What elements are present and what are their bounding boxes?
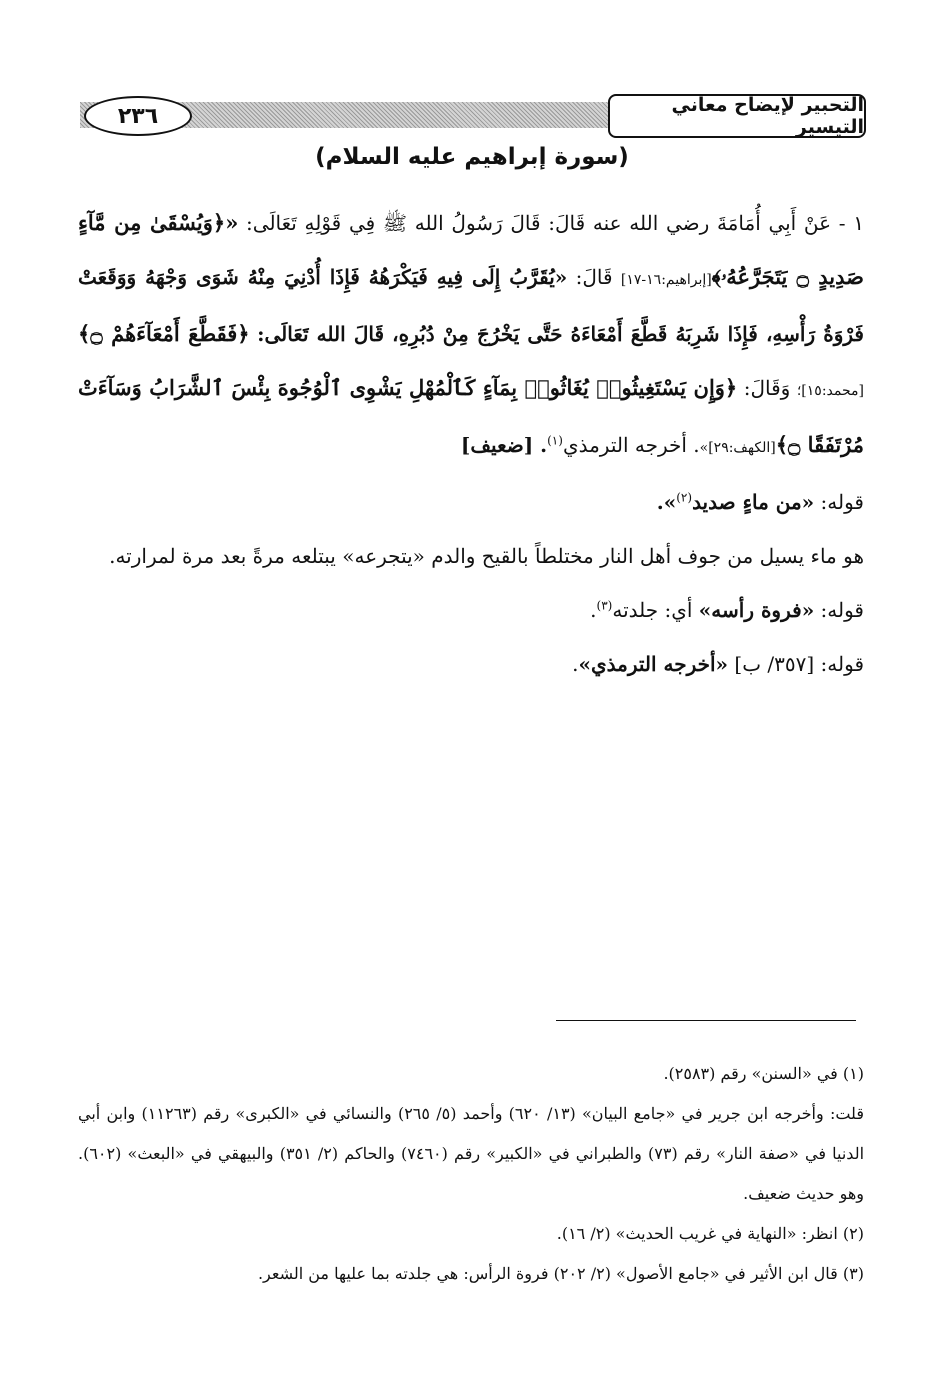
note-prefix: قوله: [٣٥٧/ ب] bbox=[734, 652, 864, 676]
footnote-marker-2: (٢) bbox=[676, 490, 693, 505]
note-quote: «فروة رأسه» bbox=[698, 598, 815, 622]
surah-heading: (سورة إبراهيم عليه السلام) bbox=[315, 144, 629, 170]
footnote-1: (١) في «السنن» رقم (٢٥٨٣). bbox=[663, 1064, 864, 1083]
hadith-intro: ١ - عَنْ أَبِي أُمَامَةَ رضي الله عنه قَالَ: قَالَ رَسُولُ الله ﷺ فِي قَوْلِهِ تَعَالَى: bbox=[246, 211, 864, 235]
note-end: . bbox=[572, 652, 579, 676]
note-quote: «من ماءٍ صديد bbox=[692, 490, 815, 514]
note-sadid bbox=[78, 475, 864, 529]
footnotes bbox=[78, 1054, 864, 1294]
hadith-paragraph bbox=[78, 196, 864, 475]
note-prefix: قوله: bbox=[820, 490, 864, 514]
main-text bbox=[78, 196, 864, 691]
note-explanation: هو ماء يسيل من جوف أهل النار مختلطاً بالقيح والدم «يتجرعه» يبتلعه مرةً بعد مرة لمرارته. bbox=[109, 544, 864, 568]
verse-reference-muhammad: [محمد:١٥]؛ bbox=[796, 383, 864, 399]
quran-verse-ibrahim: «﴿وَيُسْقَىٰ مِن مَّآءٍ صَدِيدٍ ۝ يَتَجَرَّعُهُۥ﴾ bbox=[78, 210, 864, 289]
quran-verse-muhammad: ﴿فَقَطَّعَ أَمْعَآءَهُمْ ۝﴾ bbox=[78, 321, 250, 346]
page-header bbox=[80, 94, 866, 138]
footnote-2: (٢) انظر: «النهاية في غريب الحديث» (٢/ ١٦). bbox=[556, 1224, 864, 1243]
note-end: . bbox=[590, 598, 597, 622]
hadith-grade: . [ضعيف] bbox=[460, 433, 548, 457]
prophet-words: «يُقَرَّبُ إِلَى فِيهِ فَيَكْرَهُهُ فَإِذَا أُدْنِيَ مِنْهُ شَوَى وَجْهَهُ وَوَقَعَتْ فَرْوَةُ رَأْسِهِ، فَإِذَا شَرِبَهُ قَطَّعَ أَمْعَاءَهُ حَتَّى يَخْرُجَ مِنْ دُبُرِهِ، قَالَ الله تَعَالَى: bbox=[78, 265, 864, 346]
verse-reference-ibrahim: [إبراهيم:١٦-١٧] bbox=[620, 272, 712, 288]
note-text: أي: جلدته bbox=[612, 598, 699, 622]
note-quote-end: ». bbox=[656, 490, 677, 514]
note-tirmidhi bbox=[78, 637, 864, 691]
note-farwa bbox=[78, 583, 864, 637]
page-number: ٢٣٦ bbox=[84, 96, 192, 136]
note-quote: «أخرجه الترمذي» bbox=[578, 652, 729, 676]
footnote-separator bbox=[556, 1020, 856, 1021]
footnote-marker-3: (٣) bbox=[596, 598, 613, 613]
book-title: التحبير لإيضاح معاني التيسير bbox=[608, 94, 866, 138]
quran-verse-kahf: ﴿وَإِن يَسْتَغِيثُوا۟ يُغَاثُوا۟ بِمَآءٍ كَٱلْمُهْلِ يَشْوِى ٱلْوُجُوهَ بِئْسَ ٱلشَّرَابُ وَسَآءَتْ مُرْتَفَقًا ۝﴾ bbox=[78, 375, 864, 457]
hadith-and-said: وَقَالَ: bbox=[743, 376, 791, 400]
footnote-3: (٣) قال ابن الأثير في «جامع الأصول» (٢/ ٢٠٢) فروة الرأس: هي جلدته بما عليها من الشعر. bbox=[257, 1264, 864, 1283]
hadith-said: قَالَ: bbox=[575, 265, 613, 289]
note-prefix: قوله: bbox=[820, 598, 864, 622]
hadith-source: . أخرجه الترمذي bbox=[562, 433, 700, 457]
footnote-marker-1: (١) bbox=[547, 433, 563, 448]
footnote-1-detail: قلت: وأخرجه ابن جرير في «جامع البيان» (١٣/ ٦٢٠) وأحمد (٥/ ٢٦٥) والنسائي في «الكبرى» رقم (١١٢٦٣) وابن أبي الدنيا في «صفة النار» رقم (٧٣) والطبراني في «الكبير» رقم (٧٤٦٠) والحاكم (٢/ ٣٥١) والبيهقي في «البعث» (٦٠٢). وهو حديث ضعيف. bbox=[78, 1104, 865, 1203]
verse-reference-kahf: [الكهف:٢٩]» bbox=[699, 440, 776, 456]
